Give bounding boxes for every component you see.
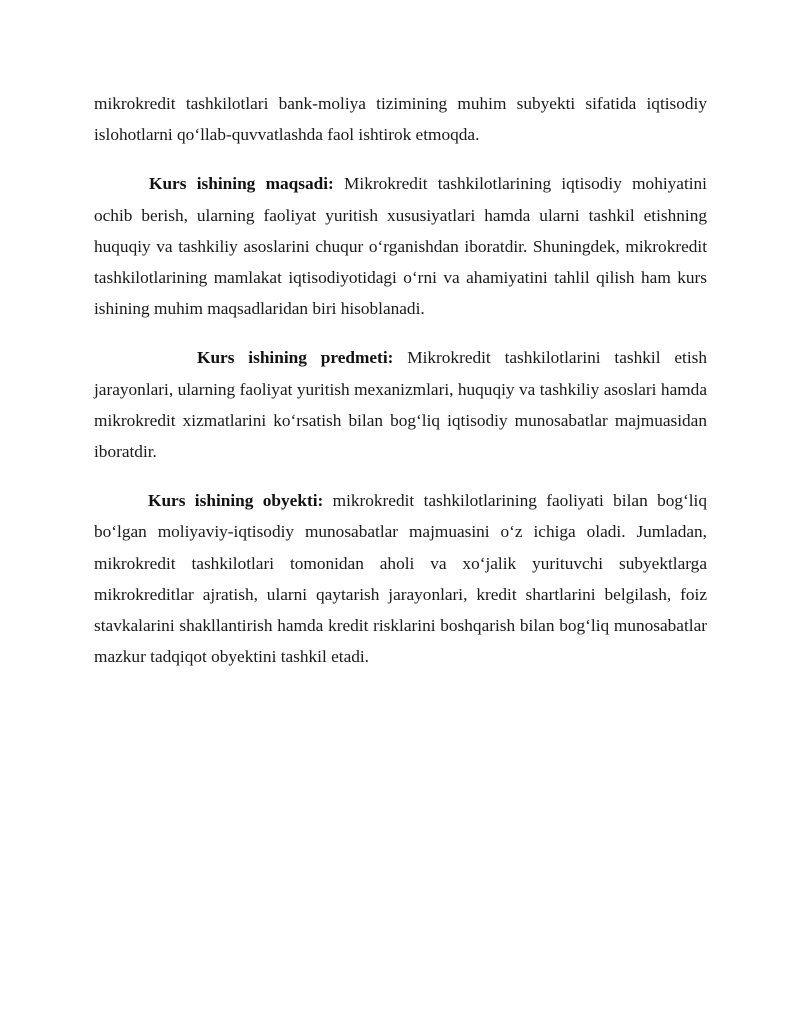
document-page [94, 88, 707, 672]
paragraph-intro-continuation [94, 88, 707, 150]
paragraph-text: mikrokredit tashkilotlari bank-moliya tizimining muhim subyekti sifatida iqtisodiy islohotlarni qo‘llab-quvvatlashda faol ishtirok etmoqda. [94, 94, 707, 145]
paragraph-subject [94, 342, 707, 467]
paragraph-text: mikrokredit tashkilotlarining faoliyati bilan bog‘liq bo‘lgan moliyaviy-iqtisodiy munosabatlar majmuasini o‘z ichiga oladi. Jumladan, mikrokredit tashkilotlari tomonidan aholi va xo‘jalik yurituvchi subyektlarga mikrokreditlar ajratish, ularni qaytarish jarayonlari, kredit shartlarini belgilash, foiz stavkalarini shakllantirish hamda kredit risklarini boshqarish bilan bog‘liq munosabatlar mazkur tadqiqot obyektini tashkil etadi. [94, 491, 707, 667]
paragraph-text: Mikrokredit tashkilotlarini tashkil etish jarayonlari, ularning faoliyat yuritish mexanizmlari, huquqiy va tashkiliy asoslari hamda mikrokredit xizmatlarini ko‘rsatish bilan bog‘liq iqtisodiy munosabatlar majmuasidan iboratdir. [94, 348, 707, 462]
paragraph-heading: Kurs ishining obyekti: [148, 491, 324, 511]
paragraph-heading: Kurs ishining predmeti: [197, 348, 394, 368]
paragraph-text: Mikrokredit tashkilotlarining iqtisodiy mohiyatini ochib berish, ularning faoliyat yuritish xususiyatlari hamda ularni tashkil etishning huquqiy va tashkiliy asoslarini chuqur o‘rganishdan iboratdir. Shuningdek, mikrokredit tashkilotlarining mamlakat iqtisodiyotidagi o‘rni va ahamiyatini tahlil qilish ham kurs ishining muhim maqsadlaridan biri hisoblanadi. [94, 174, 707, 319]
paragraph-object [94, 485, 707, 672]
paragraph-heading: Kurs ishining maqsadi: [149, 174, 334, 194]
paragraph-goal [94, 168, 707, 324]
